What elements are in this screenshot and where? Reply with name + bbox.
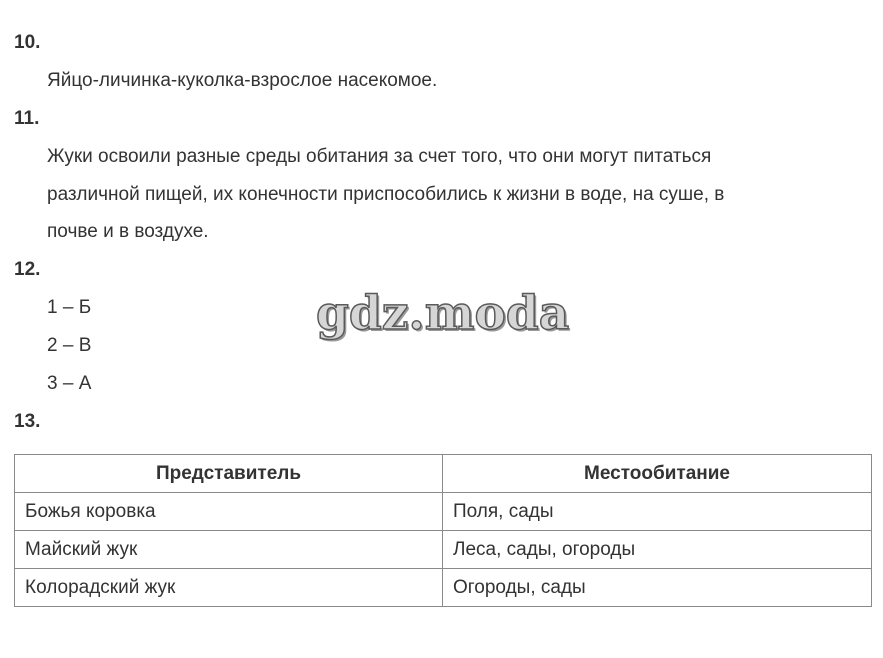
- item-11-text-line-3: почве и в воздухе.: [47, 221, 209, 242]
- item-13-number: 13.: [14, 411, 41, 432]
- table-header-row: [15, 455, 872, 493]
- table-cell-habitat: Леса, сады, огороды: [443, 531, 872, 569]
- table-cell-habitat: Поля, сады: [443, 493, 872, 531]
- column-header-habitat: Местообитание: [443, 455, 872, 493]
- table-cell-representative: Божья коровка: [15, 493, 443, 531]
- table-row: [15, 531, 872, 569]
- item-11-text-line-2: различной пищей, их конечности приспособились к жизни в воде, на суше, в: [47, 184, 725, 205]
- item-12-number: 12.: [14, 259, 41, 280]
- item-12-answer-2: 2 – В: [47, 335, 92, 356]
- table-row: [15, 493, 872, 531]
- item-10-number: 10.: [14, 32, 41, 53]
- item-10-text: Яйцо-личинка-куколка-взрослое насекомое.: [47, 70, 438, 91]
- table-cell-representative: Колорадский жук: [15, 569, 443, 607]
- habitat-table: [14, 454, 872, 607]
- table-row: [15, 569, 872, 607]
- column-header-representative: Представитель: [15, 455, 443, 493]
- table-cell-representative: Майский жук: [15, 531, 443, 569]
- item-12-answer-3: 3 – А: [47, 373, 92, 394]
- item-11-number: 11.: [14, 108, 40, 129]
- watermark-logo: gdz.moda: [316, 286, 570, 341]
- item-11-text-line-1: Жуки освоили разные среды обитания за счет того, что они могут питаться: [47, 146, 712, 167]
- item-12-answer-1: 1 – Б: [47, 297, 92, 318]
- table-cell-habitat: Огороды, сады: [443, 569, 872, 607]
